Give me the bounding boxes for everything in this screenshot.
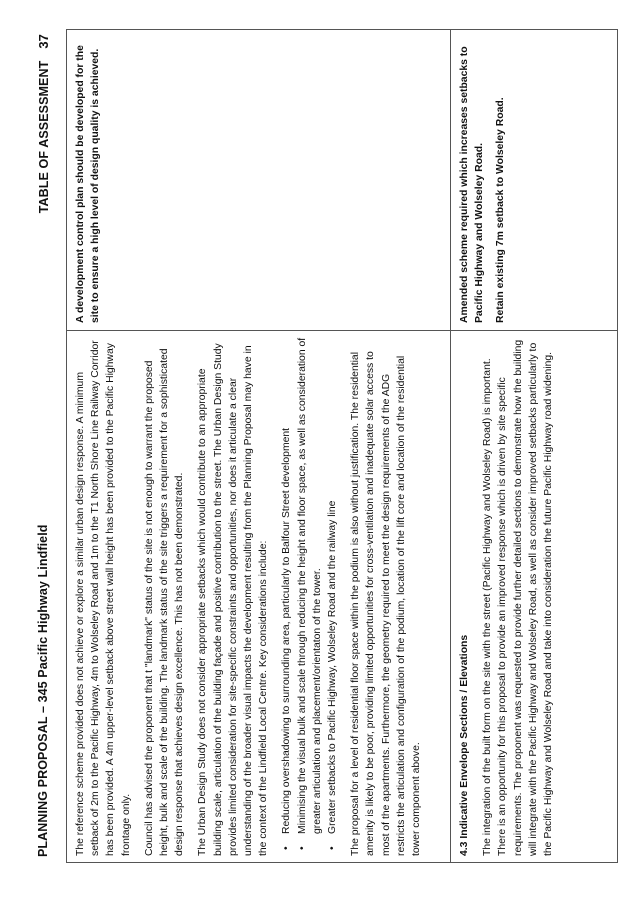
assessment-cell [451,330,617,862]
section-heading: 4.3 Indicative Envelope Sections / Elevations [459,634,470,856]
list-item: • Greater setbacks to Pacific Highway, Wolseley Road and the railway line [325,337,340,834]
page-number: 37 [36,34,51,49]
paragraph: The integration of the built form on the site with the street (Pacific Highway and Wolseley Road) is important. There is an opportunity for this proposal to provide an improved response which is driven by site specific requirements. The proponent was requested to provide further detailed sections to demonstrate how the building will integrate with the Pacific Highway and Wolseley Road, as well as consider improved setbacks particularly to the Pacific Highway and Wolseley Road and take into consideration the future Pacific Highway road widening. [482,339,555,856]
recommendation-text: Amended scheme required which increases setbacks to Pacific Highway and Wolseley Road. [459,46,486,323]
assessment-table [66,29,618,863]
section-title: TABLE OF ASSESSMENT [37,60,51,214]
document-title: PLANNING PROPOSAL – 345 Pacific Highway Lindfield [36,524,50,857]
considerations-list [279,337,340,856]
paragraph: Council has advised the proponent that t "landmark" status of the site is not enough to warrant the proposed height, bulk and scale of the building. The landmark status of the site triggers a requirement for a sophisticated design response that achieves design excellence. This has not been demonstrated. [143,348,186,856]
list-item: • Reducing overshadowing to surrounding area, particularly to Balfour Street development [279,337,294,834]
list-item: • Minimising the visual bulk and scale through reducing the height and floor space, as well as consideration of greater articulation and placement/orientaton of the tower. [295,337,325,834]
paragraph: The Urban Design Study does not consider appropriate setbacks which would contribute to an appropriate building scale, articulation of the building façade and positive contribution to the street. The Urban Design Study provides limited consideration for site-specific constraints and opportunities, nor does it articulate a clear understanding of the broader visual impacts the development resulting from the Planning Proposal may have in the context of the Lindfield Local Centre. Key considerations include: [197,343,270,856]
recommendation-cell [451,30,617,330]
table-row [450,30,617,862]
recommendation-text: A development control plan should be developed for the site to ensure a high level of design quality is achieved. [75,45,102,323]
recommendation-text: Retain existing 7m setback to Wolseley Road. [495,97,507,323]
recommendation-cell [67,30,450,330]
assessment-cell [67,330,450,862]
paragraph: The proposal for a level of residential floor space within the podium is also without justification. The residential amenity is likely to be poor, providing limited opportunities for cross-ventilation and inadequate solar access to most of the apartments. Furthermore, the geometry required to meet the design requirements of the ADG restricts the articulation and configuration of the podium, location of the lift core and location of the residential tower component above. [350,351,423,856]
paragraph: The reference scheme provided does not achieve or explore a similar urban design response. A minimum setback of 2m to the Pacific Highway, 4m to Wolseley Road and 1m to the T1 North Shore Line Railway Corridor has been provided. A 4m upper-level setback above street wall height has been provided to the Pacific Highway frontage only. [75,340,132,856]
table-row [67,30,450,862]
section-header [36,34,51,213]
